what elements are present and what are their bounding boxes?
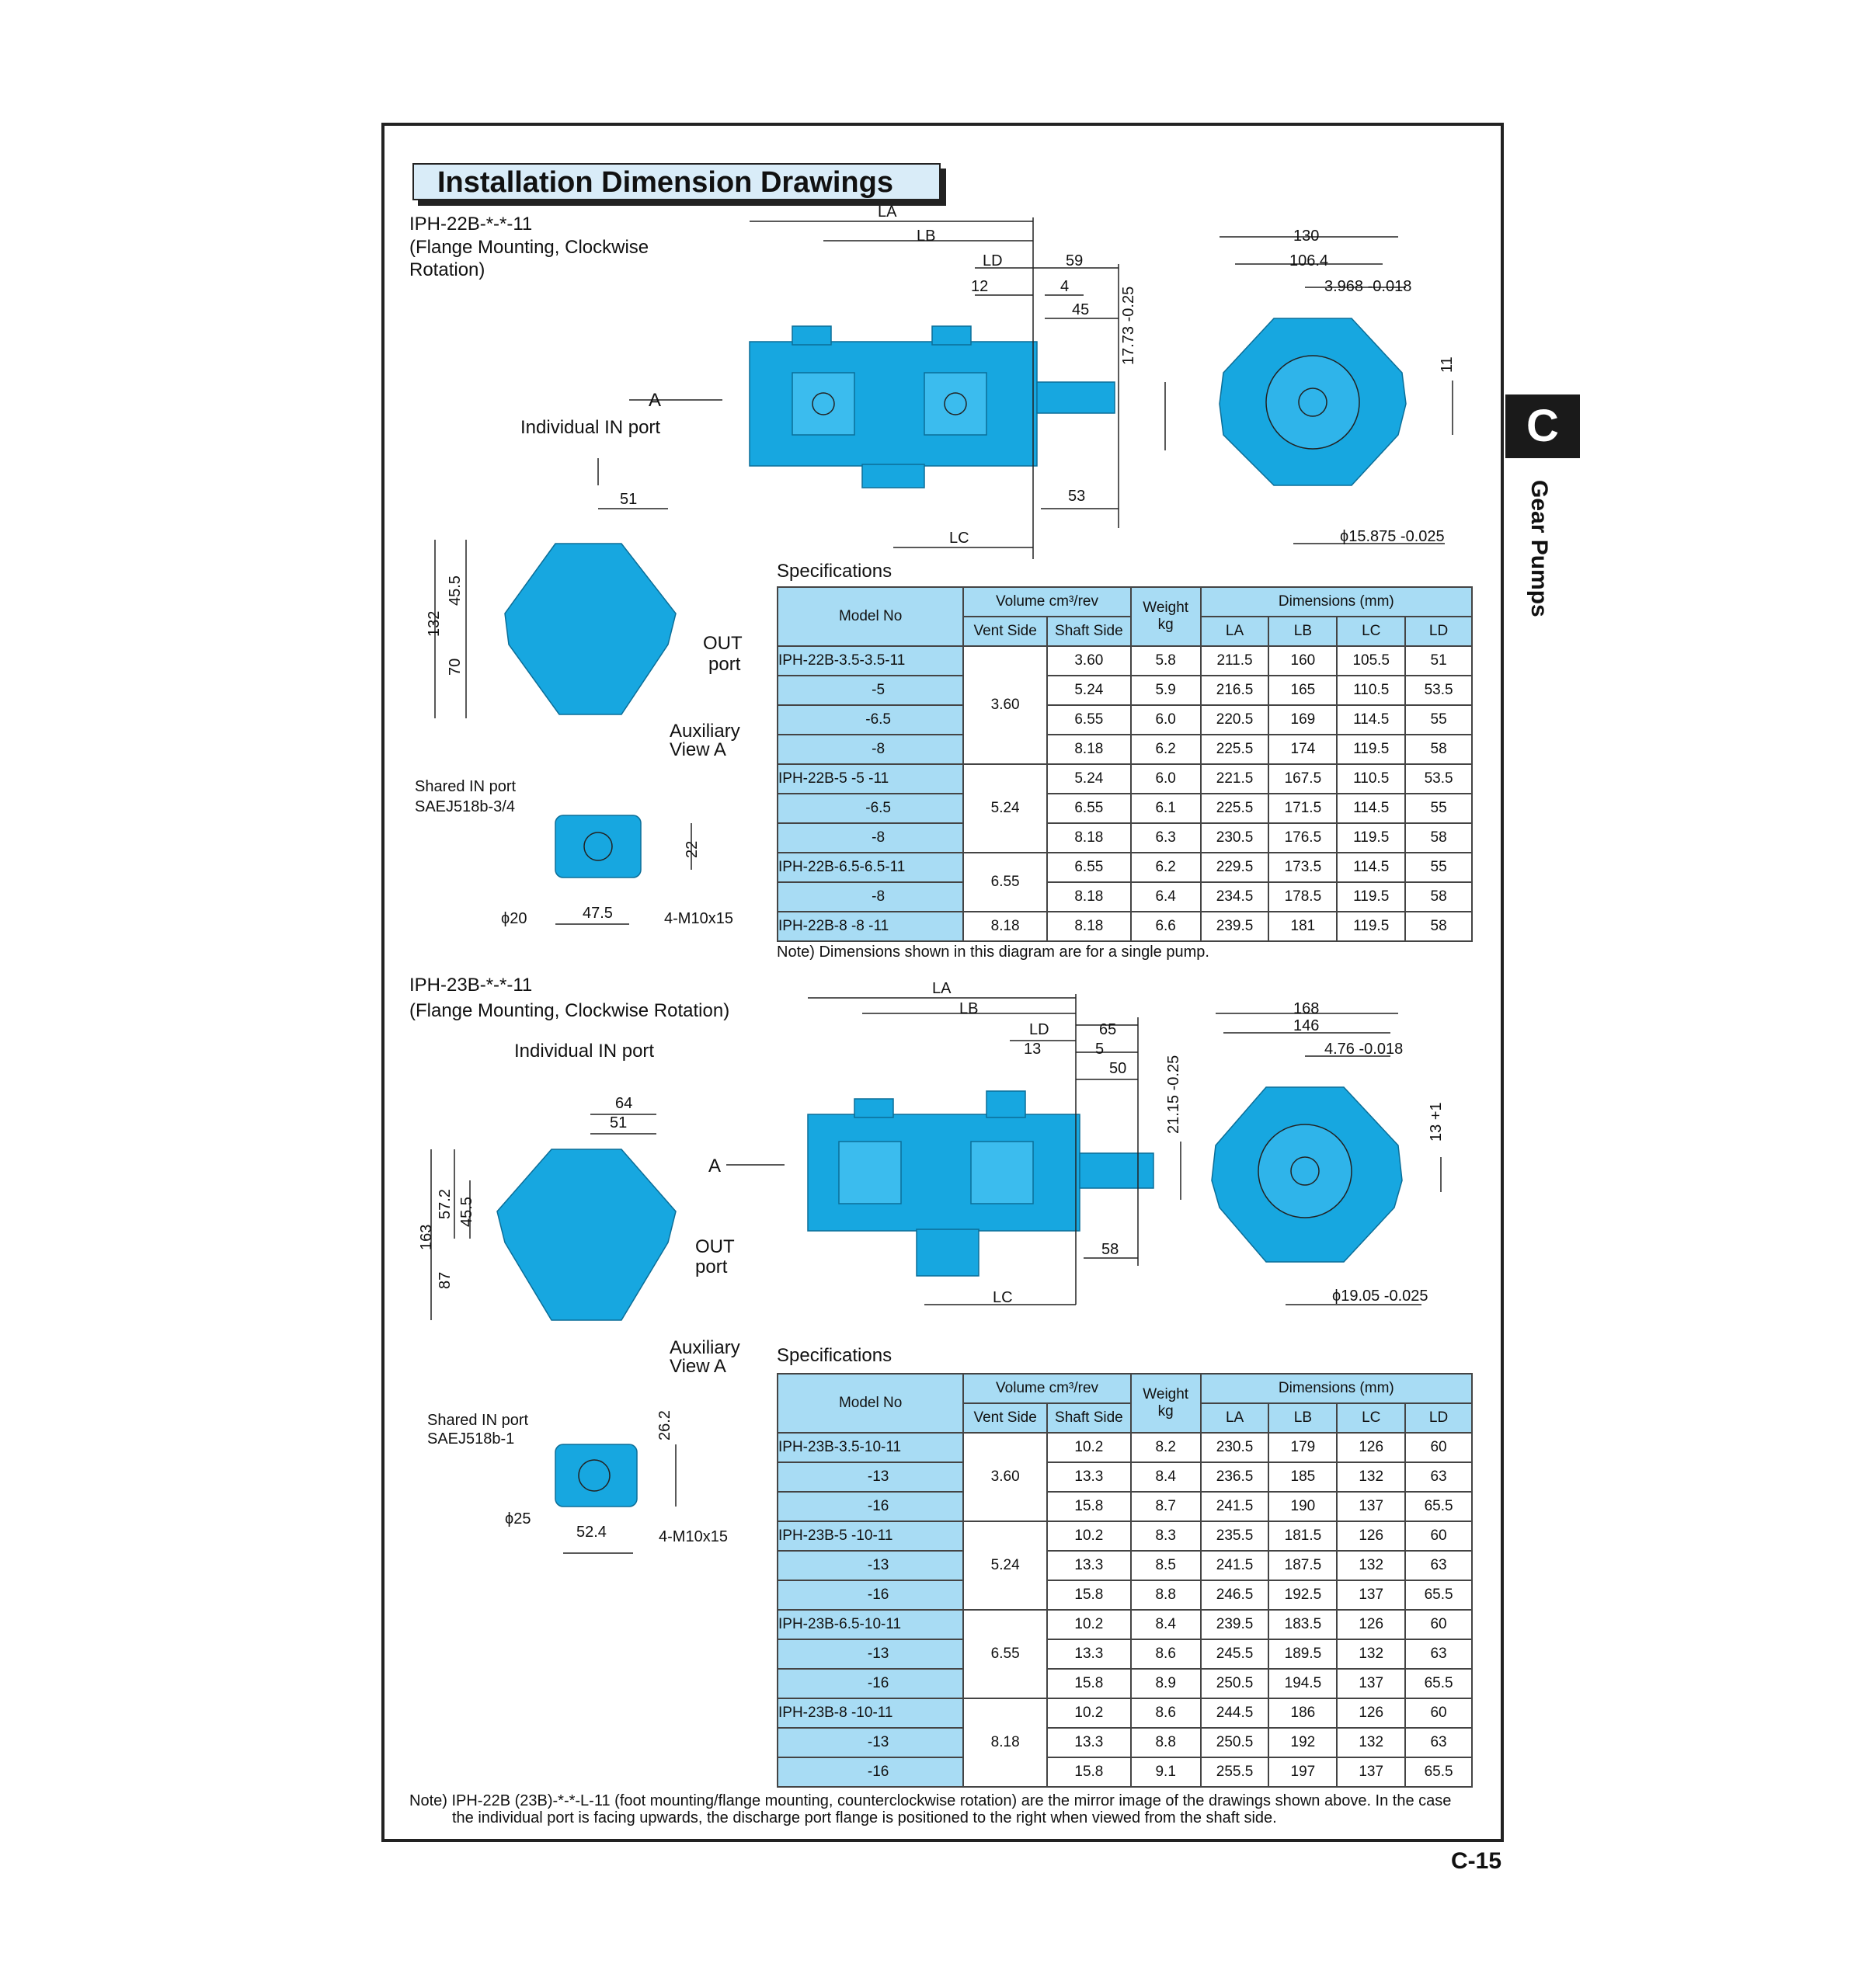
- table-row: [778, 912, 1472, 941]
- col-lc: LC: [1337, 1403, 1405, 1433]
- cell-model: IPH-22B-5 -5 -11: [778, 764, 963, 794]
- shared-in-port-2: Shared IN port: [427, 1412, 529, 1429]
- col-weight: Weight kg: [1131, 587, 1201, 646]
- cell-vent: 3.60: [963, 1433, 1047, 1521]
- cell-model: -13: [778, 1462, 963, 1492]
- cell-model: -13: [778, 1728, 963, 1757]
- cell-shaft: 10.2: [1047, 1698, 1131, 1728]
- dim-70: 70: [447, 658, 464, 676]
- shared-in-port-1: Shared IN port: [415, 778, 517, 795]
- dim-lb-1: LB: [917, 228, 936, 245]
- shared-port-1: [555, 815, 641, 878]
- cell-lc: 110.5: [1337, 676, 1405, 705]
- dim-ld-1: LD: [983, 252, 1003, 269]
- cell-lc: 126: [1337, 1521, 1405, 1551]
- cell-shaft: 8.18: [1047, 882, 1131, 912]
- cell-lb: 176.5: [1268, 823, 1337, 853]
- sae-spec-1: SAEJ518b-3/4: [415, 798, 515, 815]
- cell-shaft: 6.55: [1047, 705, 1131, 735]
- dim-65: 65: [1099, 1021, 1117, 1038]
- dim-476: 4.76 -0.018: [1324, 1041, 1404, 1058]
- cell-model: -16: [778, 1580, 963, 1610]
- cell-model: -8: [778, 735, 963, 764]
- table-row: [778, 1698, 1472, 1728]
- cell-la: 225.5: [1201, 794, 1269, 823]
- cell-weight: 8.9: [1131, 1669, 1201, 1698]
- table-row: [778, 1521, 1472, 1551]
- cell-shaft: 15.8: [1047, 1580, 1131, 1610]
- out-port-1a: OUT: [703, 633, 743, 654]
- section-tab: C: [1505, 394, 1580, 458]
- aux-view-2a: Auxiliary: [670, 1337, 740, 1358]
- cell-shaft: 3.60: [1047, 646, 1131, 676]
- table-row: [778, 1492, 1472, 1521]
- cell-model: IPH-23B-8 -10-11: [778, 1698, 963, 1728]
- cell-la: 236.5: [1201, 1462, 1269, 1492]
- dim-la-2: LA: [932, 980, 952, 997]
- cell-vent: 5.24: [963, 764, 1047, 853]
- dim-4: 4: [1060, 278, 1070, 295]
- cell-ld: 60: [1405, 1698, 1472, 1728]
- col-la: LA: [1201, 617, 1269, 646]
- aux-view-2b: View A: [670, 1356, 726, 1377]
- cell-weight: 8.6: [1131, 1698, 1201, 1728]
- col-lc: LC: [1337, 617, 1405, 646]
- cell-shaft: 10.2: [1047, 1521, 1131, 1551]
- table-row: [778, 823, 1472, 853]
- cell-ld: 55: [1405, 794, 1472, 823]
- table-row: [778, 705, 1472, 735]
- table-row: [778, 882, 1472, 912]
- cell-lc: 119.5: [1337, 735, 1405, 764]
- cell-la: 234.5: [1201, 882, 1269, 912]
- dim-87: 87: [437, 1271, 454, 1289]
- dim-59: 59: [1066, 252, 1084, 269]
- model-heading-1: IPH-22B-*-*-11: [409, 214, 533, 235]
- cell-lc: 137: [1337, 1669, 1405, 1698]
- cell-la: 245.5: [1201, 1639, 1269, 1669]
- dim-1064: 106.4: [1289, 252, 1329, 269]
- cell-lb: 183.5: [1268, 1610, 1337, 1639]
- dim-lc-1: LC: [949, 530, 969, 547]
- dim-la-1: LA: [878, 203, 897, 221]
- cell-la: 244.5: [1201, 1698, 1269, 1728]
- cell-lb: 194.5: [1268, 1669, 1337, 1698]
- cell-lc: 137: [1337, 1757, 1405, 1787]
- cell-lb: 186: [1268, 1698, 1337, 1728]
- dim-50: 50: [1109, 1060, 1127, 1077]
- cell-ld: 58: [1405, 912, 1472, 941]
- cell-la: 241.5: [1201, 1551, 1269, 1580]
- col-shaft: Shaft Side: [1047, 617, 1131, 646]
- cell-weight: 8.7: [1131, 1492, 1201, 1521]
- cell-la: 216.5: [1201, 676, 1269, 705]
- out-port-2a: OUT: [695, 1236, 735, 1257]
- dim-132: 132: [426, 610, 443, 637]
- col-ld: LD: [1405, 617, 1472, 646]
- cell-ld: 63: [1405, 1728, 1472, 1757]
- cell-model: -5: [778, 676, 963, 705]
- cell-ld: 60: [1405, 1433, 1472, 1462]
- model-heading-2: IPH-23B-*-*-11: [409, 975, 533, 996]
- col-vent: Vent Side: [963, 617, 1047, 646]
- aux-view-1a: Auxiliary: [670, 721, 740, 742]
- cell-ld: 63: [1405, 1462, 1472, 1492]
- table-row: [778, 1639, 1472, 1669]
- cell-la: 246.5: [1201, 1580, 1269, 1610]
- specs-label-2: Specifications: [777, 1345, 892, 1366]
- cell-model: -6.5: [778, 794, 963, 823]
- cell-model: IPH-23B-3.5-10-11: [778, 1433, 963, 1462]
- cell-lc: 132: [1337, 1639, 1405, 1669]
- cell-lb: 189.5: [1268, 1639, 1337, 1669]
- cell-la: 220.5: [1201, 705, 1269, 735]
- cell-weight: 8.3: [1131, 1521, 1201, 1551]
- cell-la: 225.5: [1201, 735, 1269, 764]
- cell-lb: 190: [1268, 1492, 1337, 1521]
- cell-shaft: 8.18: [1047, 912, 1131, 941]
- cell-weight: 6.0: [1131, 705, 1201, 735]
- cell-model: -16: [778, 1669, 963, 1698]
- cell-vent: 3.60: [963, 646, 1047, 764]
- cell-weight: 8.8: [1131, 1728, 1201, 1757]
- cell-shaft: 10.2: [1047, 1610, 1131, 1639]
- cell-shaft: 8.18: [1047, 735, 1131, 764]
- cell-shaft: 13.3: [1047, 1462, 1131, 1492]
- col-shaft: Shaft Side: [1047, 1403, 1131, 1433]
- view-a-arrow-1: A: [649, 390, 662, 411]
- cell-ld: 60: [1405, 1521, 1472, 1551]
- cell-model: IPH-23B-5 -10-11: [778, 1521, 963, 1551]
- cell-ld: 65.5: [1405, 1580, 1472, 1610]
- pump-aux-view-1: [505, 544, 676, 714]
- cell-lb: 185: [1268, 1462, 1337, 1492]
- cell-shaft: 13.3: [1047, 1639, 1131, 1669]
- cell-lc: 114.5: [1337, 853, 1405, 882]
- cell-shaft: 15.8: [1047, 1492, 1131, 1521]
- dim-51-1: 51: [620, 491, 638, 508]
- cell-lc: 137: [1337, 1580, 1405, 1610]
- dim-shaft-2: ϕ19.05 -0.025: [1332, 1288, 1428, 1305]
- dim-163: 163: [418, 1224, 435, 1250]
- pump-shaft-1: [1037, 382, 1115, 413]
- cell-lb: 160: [1268, 646, 1337, 676]
- cell-ld: 58: [1405, 735, 1472, 764]
- cell-ld: 65.5: [1405, 1669, 1472, 1698]
- bolt-spec-2: 4-M10x15: [659, 1528, 728, 1545]
- cell-model: -8: [778, 882, 963, 912]
- cell-model: -13: [778, 1551, 963, 1580]
- cell-weight: 6.1: [1131, 794, 1201, 823]
- cell-model: -6.5: [778, 705, 963, 735]
- cell-lc: 126: [1337, 1698, 1405, 1728]
- spec-table-2: [777, 1373, 1473, 1788]
- cell-vent: 6.55: [963, 853, 1047, 912]
- cell-ld: 63: [1405, 1639, 1472, 1669]
- individual-in-port-2: Individual IN port: [514, 1041, 655, 1062]
- model-desc-1b: Rotation): [409, 259, 485, 280]
- cell-ld: 58: [1405, 882, 1472, 912]
- model-desc-1a: (Flange Mounting, Clockwise: [409, 237, 649, 258]
- cell-weight: 8.4: [1131, 1462, 1201, 1492]
- out-port-1b: port: [708, 654, 741, 675]
- cell-weight: 6.0: [1131, 764, 1201, 794]
- cell-lb: 178.5: [1268, 882, 1337, 912]
- cell-model: IPH-23B-6.5-10-11: [778, 1610, 963, 1639]
- cell-ld: 58: [1405, 823, 1472, 853]
- col-lb: LB: [1268, 1403, 1337, 1433]
- cell-model: IPH-22B-3.5-3.5-11: [778, 646, 963, 676]
- page-title: Installation Dimension Drawings: [412, 163, 941, 200]
- note-1: Note) Dimensions shown in this diagram are for a single pump.: [777, 944, 1209, 961]
- cell-weight: 5.8: [1131, 646, 1201, 676]
- dim-168: 168: [1293, 1000, 1320, 1017]
- cell-la: 250.5: [1201, 1728, 1269, 1757]
- cell-model: -16: [778, 1492, 963, 1521]
- cell-la: 230.5: [1201, 1433, 1269, 1462]
- cell-shaft: 15.8: [1047, 1757, 1131, 1787]
- dim-58: 58: [1101, 1241, 1119, 1258]
- cell-model: -13: [778, 1639, 963, 1669]
- cell-shaft: 6.55: [1047, 853, 1131, 882]
- cell-lb: 171.5: [1268, 794, 1337, 823]
- bolt-spec-1: 4-M10x15: [664, 910, 733, 927]
- dim-524: 52.4: [576, 1524, 607, 1541]
- cell-model: -8: [778, 823, 963, 853]
- cell-lc: 105.5: [1337, 646, 1405, 676]
- cell-lc: 137: [1337, 1492, 1405, 1521]
- cell-weight: 8.8: [1131, 1580, 1201, 1610]
- table-row: [778, 1462, 1472, 1492]
- cell-lb: 174: [1268, 735, 1337, 764]
- table-row: [778, 1669, 1472, 1698]
- specs-label-1: Specifications: [777, 561, 892, 582]
- cell-lc: 126: [1337, 1433, 1405, 1462]
- cell-weight: 8.6: [1131, 1639, 1201, 1669]
- dim-262: 26.2: [656, 1410, 673, 1441]
- cell-la: 221.5: [1201, 764, 1269, 794]
- cell-weight: 6.3: [1131, 823, 1201, 853]
- col-model: Model No: [778, 587, 963, 646]
- cell-weight: 8.4: [1131, 1610, 1201, 1639]
- cell-la: 239.5: [1201, 912, 1269, 941]
- cell-weight: 6.6: [1131, 912, 1201, 941]
- table-row: [778, 853, 1472, 882]
- dim-475: 47.5: [583, 905, 613, 922]
- dim-lb-2: LB: [959, 1000, 979, 1017]
- cell-lb: 169: [1268, 705, 1337, 735]
- spec-table-1: [777, 586, 1473, 942]
- cell-ld: 65.5: [1405, 1492, 1472, 1521]
- dim-22: 22: [684, 840, 701, 858]
- cell-lb: 187.5: [1268, 1551, 1337, 1580]
- cell-weight: 9.1: [1131, 1757, 1201, 1787]
- cell-lc: 114.5: [1337, 794, 1405, 823]
- cell-la: 239.5: [1201, 1610, 1269, 1639]
- cell-ld: 53.5: [1405, 764, 1472, 794]
- pump-shaft-2: [1080, 1153, 1153, 1188]
- dim-shaft-1: ϕ15.875 -0.025: [1340, 528, 1445, 545]
- dim-13: 13: [1024, 1041, 1042, 1058]
- col-dimensions: Dimensions (mm): [1201, 587, 1472, 617]
- cell-lb: 181: [1268, 912, 1337, 941]
- cell-lb: 181.5: [1268, 1521, 1337, 1551]
- cell-la: 250.5: [1201, 1669, 1269, 1698]
- col-model: Model No: [778, 1374, 963, 1433]
- individual-in-port-1: Individual IN port: [520, 417, 661, 438]
- dim-146: 146: [1293, 1017, 1320, 1034]
- cell-lb: 192: [1268, 1728, 1337, 1757]
- dim-1773: 17.73 -0.25: [1120, 286, 1137, 365]
- cell-shaft: 8.18: [1047, 823, 1131, 853]
- cell-weight: 8.5: [1131, 1551, 1201, 1580]
- cell-weight: 5.9: [1131, 676, 1201, 705]
- table-row: [778, 1551, 1472, 1580]
- col-dimensions: Dimensions (mm): [1201, 1374, 1472, 1403]
- cell-vent: 5.24: [963, 1521, 1047, 1610]
- col-volume: Volume cm³/rev: [963, 587, 1130, 617]
- cell-ld: 63: [1405, 1551, 1472, 1580]
- dim-455-1: 45.5: [447, 575, 464, 606]
- port-diameter-1: ϕ20: [501, 910, 527, 927]
- cell-lb: 197: [1268, 1757, 1337, 1787]
- bottom-note-line1: Note) IPH-22B (23B)-*-*-L-11 (foot mounting/flange mounting, counterclockwise rotation) are the mirror image of the drawings shown above. In the case: [409, 1792, 1452, 1809]
- col-la: LA: [1201, 1403, 1269, 1433]
- table-row: [778, 794, 1472, 823]
- table-row: [778, 1757, 1472, 1787]
- cell-lb: 179: [1268, 1433, 1337, 1462]
- cell-ld: 55: [1405, 853, 1472, 882]
- table-row: [778, 1728, 1472, 1757]
- dim-11: 11: [1439, 356, 1456, 373]
- dim-51-2: 51: [610, 1114, 628, 1131]
- cell-weight: 6.2: [1131, 853, 1201, 882]
- cell-ld: 53.5: [1405, 676, 1472, 705]
- table-row: [778, 676, 1472, 705]
- cell-weight: 6.4: [1131, 882, 1201, 912]
- table-row: [778, 764, 1472, 794]
- cell-shaft: 10.2: [1047, 1433, 1131, 1462]
- cell-ld: 65.5: [1405, 1757, 1472, 1787]
- cell-lc: 119.5: [1337, 882, 1405, 912]
- cell-lc: 132: [1337, 1462, 1405, 1492]
- table-row: [778, 1433, 1472, 1462]
- col-ld: LD: [1405, 1403, 1472, 1433]
- cell-la: 255.5: [1201, 1757, 1269, 1787]
- cell-model: IPH-22B-8 -8 -11: [778, 912, 963, 941]
- table-row: [778, 1610, 1472, 1639]
- out-port-2b: port: [695, 1256, 728, 1277]
- cell-lc: 110.5: [1337, 764, 1405, 794]
- cell-ld: 55: [1405, 705, 1472, 735]
- shared-port-2: [555, 1444, 637, 1507]
- port-diameter-2: ϕ25: [505, 1510, 531, 1527]
- cell-shaft: 5.24: [1047, 676, 1131, 705]
- page-number: C-15: [1451, 1848, 1502, 1874]
- cell-shaft: 5.24: [1047, 764, 1131, 794]
- cell-lb: 167.5: [1268, 764, 1337, 794]
- cell-model: -16: [778, 1757, 963, 1787]
- dim-ld-2: LD: [1029, 1021, 1049, 1038]
- dim-455-2: 45.5: [458, 1197, 475, 1227]
- dim-3968: 3.968 -0.018: [1324, 278, 1412, 295]
- cell-la: 230.5: [1201, 823, 1269, 853]
- cell-weight: 6.2: [1131, 735, 1201, 764]
- dim-lc-2: LC: [993, 1289, 1013, 1306]
- bottom-note-line2: the individual port is facing upwards, the discharge port flange is positioned to the right when viewed from the shaft side.: [452, 1809, 1277, 1826]
- cell-shaft: 6.55: [1047, 794, 1131, 823]
- cell-weight: 8.2: [1131, 1433, 1201, 1462]
- dim-64: 64: [615, 1095, 633, 1112]
- cell-ld: 51: [1405, 646, 1472, 676]
- dim-5: 5: [1095, 1041, 1105, 1058]
- cell-vent: 8.18: [963, 912, 1047, 941]
- col-vent: Vent Side: [963, 1403, 1047, 1433]
- cell-la: 235.5: [1201, 1521, 1269, 1551]
- cell-lb: 192.5: [1268, 1580, 1337, 1610]
- dim-130: 130: [1293, 228, 1320, 245]
- cell-vent: 6.55: [963, 1610, 1047, 1698]
- table-row: [778, 646, 1472, 676]
- cell-shaft: 13.3: [1047, 1551, 1131, 1580]
- cell-la: 241.5: [1201, 1492, 1269, 1521]
- table-row: [778, 735, 1472, 764]
- aux-view-1b: View A: [670, 739, 726, 760]
- cell-lc: 126: [1337, 1610, 1405, 1639]
- col-volume: Volume cm³/rev: [963, 1374, 1130, 1403]
- cell-shaft: 15.8: [1047, 1669, 1131, 1698]
- cell-vent: 8.18: [963, 1698, 1047, 1787]
- cell-shaft: 13.3: [1047, 1728, 1131, 1757]
- table-row: [778, 1580, 1472, 1610]
- cell-lc: 132: [1337, 1728, 1405, 1757]
- sae-spec-2: SAEJ518b-1: [427, 1430, 515, 1448]
- cell-model: IPH-22B-6.5-6.5-11: [778, 853, 963, 882]
- cell-la: 229.5: [1201, 853, 1269, 882]
- model-desc-2: (Flange Mounting, Clockwise Rotation): [409, 1000, 730, 1021]
- cell-lc: 132: [1337, 1551, 1405, 1580]
- dim-45: 45: [1072, 301, 1090, 318]
- cell-ld: 60: [1405, 1610, 1472, 1639]
- cell-lc: 114.5: [1337, 705, 1405, 735]
- cell-lb: 165: [1268, 676, 1337, 705]
- dim-13b: 13 +1: [1428, 1102, 1445, 1142]
- cell-lc: 119.5: [1337, 912, 1405, 941]
- view-a-arrow-2: A: [708, 1156, 722, 1176]
- cell-lb: 173.5: [1268, 853, 1337, 882]
- dim-572: 57.2: [437, 1189, 454, 1219]
- cell-la: 211.5: [1201, 646, 1269, 676]
- dim-53: 53: [1068, 488, 1086, 505]
- col-weight: Weight kg: [1131, 1374, 1201, 1433]
- dim-2115: 21.15 -0.25: [1165, 1055, 1182, 1134]
- col-lb: LB: [1268, 617, 1337, 646]
- dim-12: 12: [971, 278, 989, 295]
- cell-lc: 119.5: [1337, 823, 1405, 853]
- pump-aux-view-2: [497, 1149, 676, 1320]
- section-tab-label: Gear Pumps: [1526, 480, 1552, 617]
